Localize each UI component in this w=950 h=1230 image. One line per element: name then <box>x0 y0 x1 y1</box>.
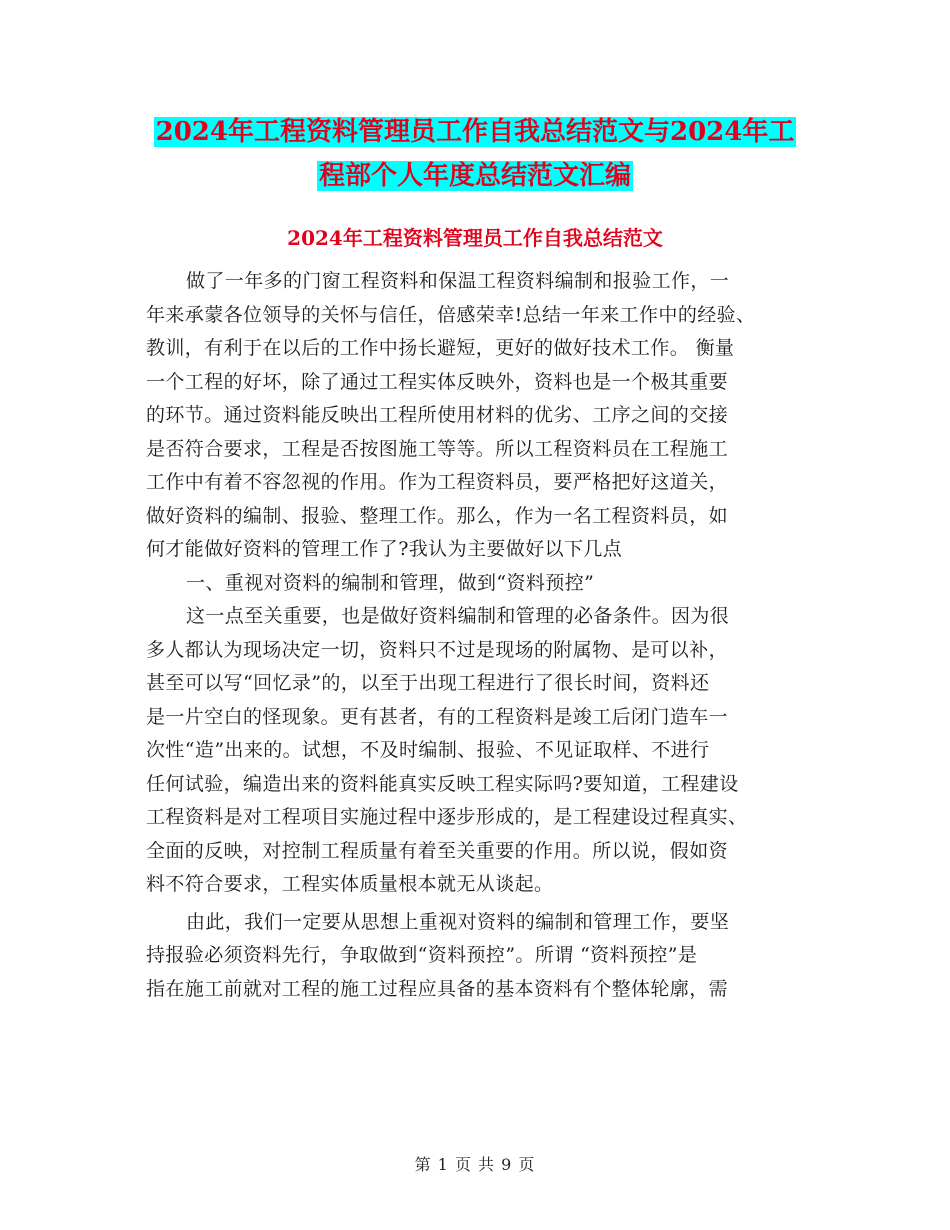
paragraph-line: 料不符合要求，工程实体质量根本就无从谈起。 <box>146 873 554 895</box>
paragraph-line: 指在施工前就对工程的施工过程应具备的基本资料有个整体轮廓，需 <box>146 977 729 1000</box>
paragraph-line: 做了一年多的门窗工程资料和保温工程资料编制和报验工作，一 <box>186 270 730 292</box>
paragraph-line: 是否符合要求，工程是否按图施工等等。所以工程资料员在工程施工 <box>146 437 729 460</box>
section-heading: 2024年工程资料管理员工作自我总结范文 <box>287 226 663 250</box>
paragraph-line: 一个工程的好坏，除了通过工程实体反映外，资料也是一个极其重要 <box>146 370 729 393</box>
title-text-line1: 2024年工程资料管理员工作自我总结范文与2024年工 <box>155 117 795 147</box>
paragraph-line: 多人都认为现场决定一切，资料只不过是现场的附属物、是可以补， <box>146 638 729 661</box>
paragraph-line: 这一点至关重要，也是做好资料编制和管理的必备条件。因为很 <box>186 605 730 627</box>
paragraph-line: 任何试验，编造出来的资料能真实反映工程实际吗?要知道，工程建设 <box>146 772 739 795</box>
paragraph-line: 由此，我们一定要从思想上重视对资料的编制和管理工作，要坚 <box>186 910 730 933</box>
paragraph-line: 工作中有着不容忽视的作用。作为工程资料员，要严格把好这道关， <box>146 471 729 493</box>
paragraph-line: 做好资料的编制、报验、整理工作。那么，作为一名工程资料员，如 <box>146 504 729 527</box>
paragraph-line: 甚至可以写“回忆录”的，以至于出现工程进行了很长时间，资料还 <box>146 672 710 694</box>
page-number: 第 1 页 共 9 页 <box>414 1155 536 1174</box>
paragraph-line: 是一片空白的怪现象。更有甚者，有的工程资料是竣工后闭门造车一 <box>146 705 729 728</box>
paragraph-line: 的环节。通过资料能反映出工程所使用材料的优劣、工序之间的交接 <box>146 404 729 426</box>
paragraph-line: 全面的反映，对控制工程质量有着至关重要的作用。所以说，假如资 <box>146 839 729 862</box>
paragraph-line: 工程资料是对工程项目实施过程中逐步形成的，是工程建设过程真实、 <box>146 806 748 828</box>
paragraph-line: 教训，有利于在以后的工作中扬长避短，更好的做好技术工作。 衡量 <box>146 337 735 359</box>
body-text <box>146 265 826 1006</box>
document-title-line2 <box>0 154 950 198</box>
paragraph-line: 年来承蒙各位领导的关怀与信任，倍感荣幸!总结一年来工作中的经验、 <box>146 303 756 326</box>
paragraph-line: 持报验必须资料先行，争取做到“资料预控”。所谓 “资料预控”是 <box>146 944 698 966</box>
paragraph-line: 次性“造”出来的。试想，不及时编制、报验、不见证取样、不进行 <box>146 739 710 761</box>
title-text-line2: 程部个人年度总结范文汇编 <box>318 161 631 191</box>
section-subheading: 一、重视对资料的编制和管理，做到“资料预控” <box>186 571 595 594</box>
paragraph-line: 何才能做好资料的管理工作了?我认为主要做好以下几点 <box>146 538 623 560</box>
document-title-line1 <box>0 110 950 154</box>
